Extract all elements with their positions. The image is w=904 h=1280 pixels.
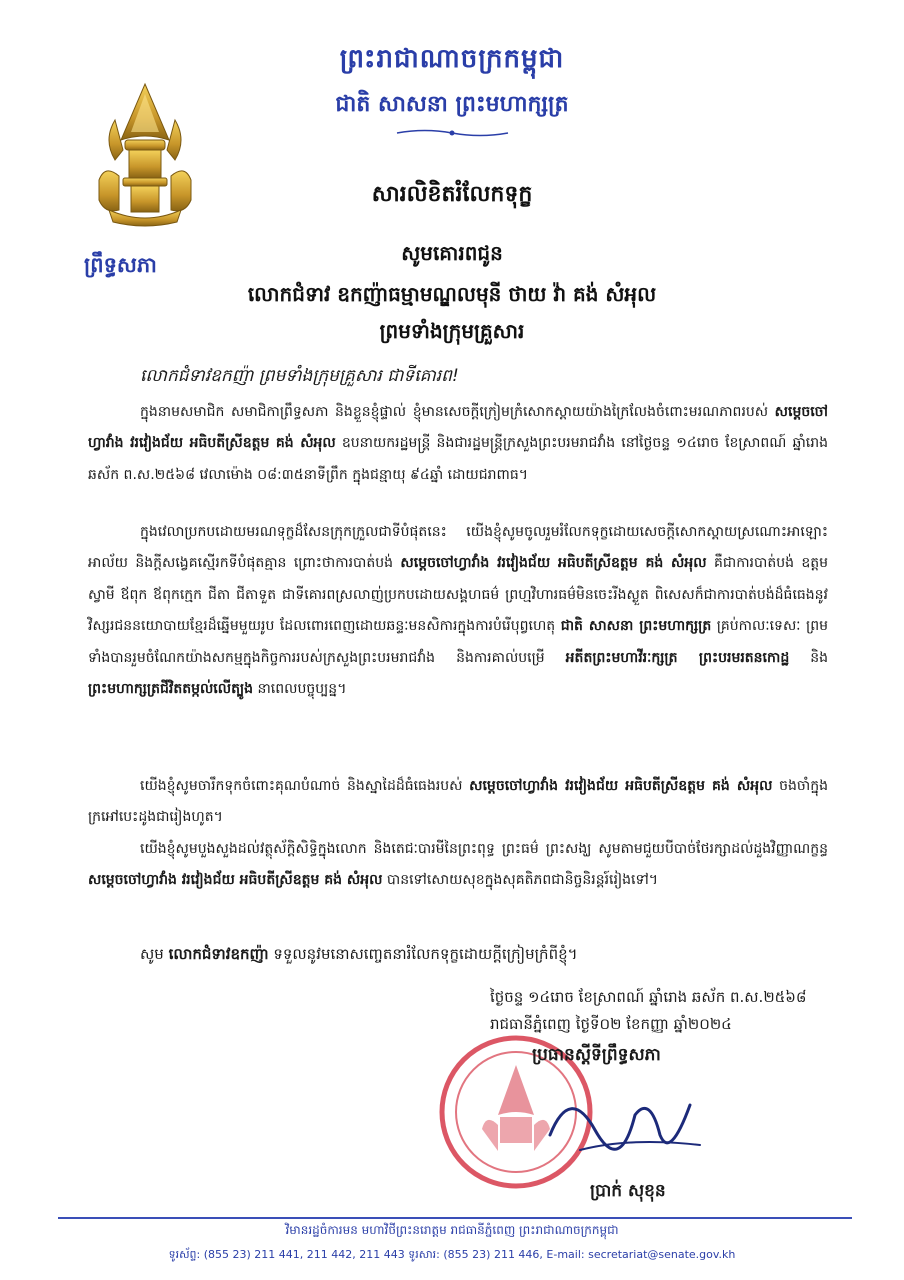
footer-contact: ទូរស័ព្ទ: (855 23) 211 441, 211 442, 211 443 ទូរសារ: (855 23) 211 446, E-mail: secretariat@senate.gov.kh (168, 1248, 736, 1261)
p3-text-a: យើងខ្ញុំសូមចារឹកទុកចំពោះគុណបំណាច់ និងស្នាដៃដ៏ធំធេងរបស់ (140, 778, 470, 794)
motto-flourish-divider (395, 128, 510, 138)
paragraph-1 (88, 397, 828, 491)
p4-text-a: យើងខ្ញុំសូមបួងសួងដល់វត្ថុស័ក្តិសិទ្ធិក្នុងលោក និងតេជៈបារមីនៃព្រះពុទ្ធ ព្រះធម៌ ព្រះសង្ឃ សូមតាមជួយបីបាច់ថែរក្សាដល់ដួងវិញ្ញាណក្ខន្ធ (140, 841, 828, 857)
p2-text-i: នាពេលបច្ចុប្បន្ន។ (253, 681, 347, 698)
signatory-title: ប្រធានស្ដីទីព្រឹទ្ធសភា (532, 1045, 661, 1065)
p2-text-a: ក្នុងវេលាប្រកបដោយមរណទុក្ខដ៏សែនក្រុកក្រួលជាទីបំផុតនេះ យើងខ្ញុំសូមចូលរួមរំលែកទុក្ខដោយសេចក្ដីសោកស្ដាយស្រណោះអាឡោះអាល័យ និងក្ដីសង្វេគស្មើរកទីបំផុតគ្មាន ព្រោះថាការបាត់បង់ (88, 524, 828, 572)
p2-text-e: គ្រប់កាលៈទេសៈ ព្រមទាំងបានរួមចំណែកយ៉ាងសកម្មក្នុងកិច្ចការរបស់ក្រសួងព្រះបរមរាជវាំង និងការគាល់បម្រើ (88, 618, 828, 666)
closing-bold: លោកជំទាវឧកញ៉ា (168, 945, 269, 963)
footer-address: វិមានរដ្ឋចំការមន មហាវិថីព្រះនរោត្តម រាជធានីភ្នំពេញ ព្រះរាជាណាចក្រកម្ពុជា (285, 1223, 619, 1237)
paragraph-2 (88, 517, 828, 705)
p4-text-c: បានទៅសោយសុខក្នុងសុគតិភពជានិច្ចនិរន្តរ៍រៀងទៅ។ (382, 872, 659, 889)
p3-text-c: ចងចាំក្នុងក្រអៅបេះដូងជារៀងហូត។ (88, 778, 828, 826)
p2-bold-name: សម្តេចចៅហ្វាវាំង វរវៀងជ័យ អធិបតីស្រីឧត្តម គង់ សំអុល (400, 555, 707, 572)
p1-text-c: ឧបនាយករដ្ឋមន្ត្រី និងជារដ្ឋមន្ត្រីក្រសួងព្រះបរមរាជវាំង នៅថ្ងៃចន្ទ ១៤រោច ខែស្រាពណ៍ ឆ្នាំរោង ឆស័ក ព.ស.២៥៦៨ វេលាម៉ោង ០៨:៣៥នាទីព្រឹក ក្នុងជន្មាយុ ៩៤ឆ្នាំ ដោយជរាពាធ។ (88, 435, 828, 483)
p2-bold-king: ព្រះមហាក្សត្រជីវិតតម្កល់លើត្បូង (88, 681, 254, 698)
lunar-date: ថ្ងៃចន្ទ ១៤រោច ខែស្រាពណ៍ ឆ្នាំរោង ឆស័ក ព.ស.២៥៦៨ (490, 988, 807, 1006)
salutation: លោកជំទាវឧកញ៉ា ព្រមទាំងក្រុមគ្រួសារ ជាទីគោរព! (140, 366, 459, 386)
p3-bold-name: សម្តេចចៅហ្វាវាំង វរវៀងជ័យ អធិបតីស្រីឧត្តម គង់ សំអុល (469, 778, 773, 794)
paragraph-4 (88, 834, 828, 897)
document-title: សារលិខិតរំលែកទុក្ខ (371, 182, 533, 207)
recipient-name: លោកជំទាវ ឧកញ៉ាធម្មាមណ្ឌលមុនី ថាយ វ៉ា គង់ សំអុល (247, 282, 657, 306)
national-motto: ជាតិ សាសនា ព្រះមហាក្សត្រ (335, 92, 569, 117)
p4-bold-name: សម្តេចចៅហ្វាវាំង វរវៀងជ័យ អធិបតីស្រីឧត្តម គង់ សំអុល (88, 872, 383, 889)
p1-bold-name: សម្តេចចៅហ្វាវាំង វរវៀងជ័យ អធិបតីស្រីឧត្តម គង់ សំអុល (88, 404, 828, 452)
p1-text-a: ក្នុងនាមសមាជិក សមាជិកាព្រឹទ្ធសភា និងខ្លួនខ្ញុំផ្ទាល់ ខ្ញុំមានសេចក្ដីក្រៀមក្រំសោកស្ដាយយ៉ាងក្រៃលែងចំពោះមរណភាពរបស់ (140, 404, 775, 420)
paragraph-3 (88, 771, 828, 834)
recipient-greeting: សូមគោរពជូន (401, 241, 503, 265)
kingdom-heading: ព្រះរាជាណាចក្រកម្ពុជា (339, 44, 565, 74)
handwritten-signature-icon (540, 1075, 710, 1170)
p2-bold-motto: ជាតិ សាសនា ព្រះមហាក្សត្រ (560, 618, 712, 635)
closing-line (140, 945, 578, 967)
signer-name: ប្រាក់ សុខុន (590, 1181, 666, 1201)
p2-bold-former-king: អតីតព្រះមហាវីរៈក្សត្រ ព្រះបរមរតនកោដ្ឋ (565, 649, 790, 666)
footer-divider (58, 1217, 852, 1219)
institution-label: ព្រឹទ្ធសភា (84, 253, 157, 277)
solar-date: រាជធានីភ្នំពេញ ថ្ងៃទី០២ ខែកញ្ញា ឆ្នាំ២០២៤ (490, 1015, 732, 1033)
recipient-family: ព្រមទាំងក្រុមគ្រួសារ (379, 319, 525, 343)
p2-text-g: និង (789, 649, 828, 666)
closing-suffix: ទទួលនូវមនោសញ្ចេតនារំលែកទុក្ខដោយក្តីក្រៀមក្រំពីខ្ញុំ។ (268, 945, 578, 963)
p2-text-c: គឺជាការបាត់បង់ ឧត្តមស្វាមី ឪពុក ឪពុកក្មេក ជីតា ជីតាទួត ជាទីគោរពស្រលាញ់ប្រកបដោយសង្គហធម៌ ព្រហ្មវិហារធម៌មិនចេះរីងស្ងួត ពិសេសក៏ជាការបាត់បង់ដ៏ធំធេងនូវវិស្សរជននយោបាយខ្មែរដ៏ឆ្នើមមួយរូប ដែលពោរពេញដោយឆន្ទៈមនសិការក្នុងការបំរើបុព្វហេតុ (88, 555, 829, 635)
closing-prefix: សូម (140, 945, 169, 963)
